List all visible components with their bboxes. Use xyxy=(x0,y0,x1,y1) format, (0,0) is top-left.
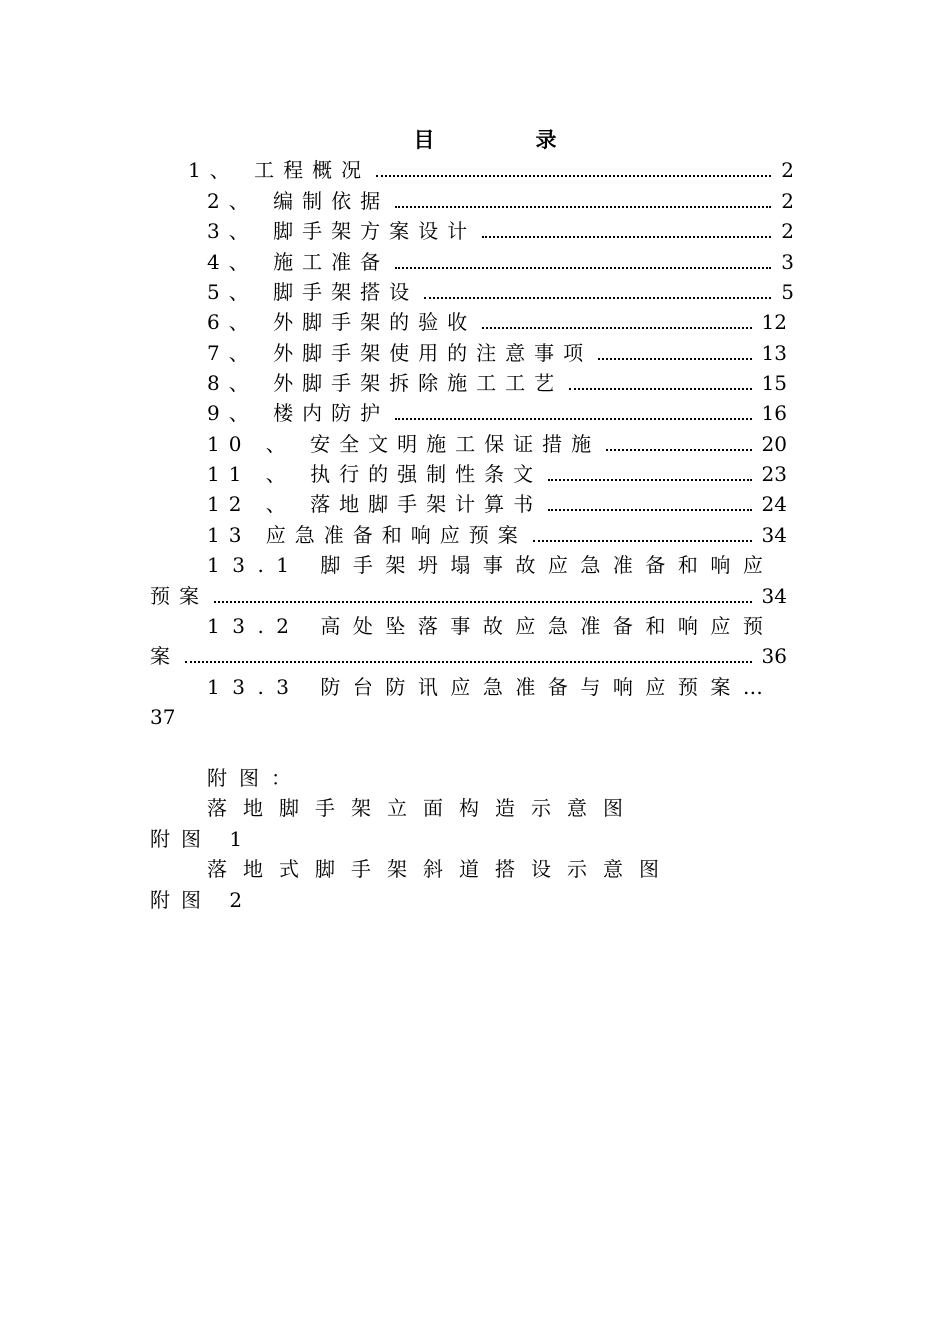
toc-entry-page: 20 xyxy=(761,432,787,456)
toc-entry-text: 11 、 执行的强制性条文 xyxy=(207,462,543,486)
appendix-item-label: 附图 1 xyxy=(150,827,254,851)
toc-entry-text: 10 、 安全文明施工保证措施 xyxy=(207,432,601,456)
toc-leader xyxy=(548,491,751,511)
toc-entry xyxy=(207,489,787,519)
toc-entry-text: 12 、 落地脚手架计算书 xyxy=(207,492,543,516)
toc-entry xyxy=(207,216,794,246)
toc-entry xyxy=(207,186,794,216)
toc-entry-text: 预案 xyxy=(150,584,208,608)
toc-entry-text: 4、 施工准备 xyxy=(207,250,390,274)
toc-leader xyxy=(395,188,771,208)
toc-entry-text: 案 xyxy=(150,644,179,668)
toc-subentry-13-3-line1: 13.3 防台防讯应急准备与响应预案… xyxy=(207,675,776,699)
toc-entry xyxy=(207,398,787,428)
toc-entry xyxy=(188,155,794,185)
toc-entry-page: 13 xyxy=(761,341,787,365)
toc-entry-page: 15 xyxy=(761,371,787,395)
toc-entry xyxy=(207,277,794,307)
appendix-item-name: 落地脚手架立面构造示意图 xyxy=(207,796,639,820)
toc-entry-text: 1、 工程概况 xyxy=(188,158,371,182)
toc-entry-page: 34 xyxy=(761,523,787,547)
toc-entry xyxy=(207,520,787,550)
toc-entry-page: 36 xyxy=(761,644,787,668)
appendix-item-name: 落地式脚手架斜道搭设示意图 xyxy=(207,857,675,881)
toc-entry-page: 16 xyxy=(761,401,787,425)
toc-entry-text: 9、 楼内防护 xyxy=(207,401,390,425)
toc-leader xyxy=(569,370,751,390)
toc-subentry-13-1-line2 xyxy=(150,581,787,611)
toc-entry xyxy=(207,429,787,459)
appendix-item-label: 附图 2 xyxy=(150,888,254,912)
toc-entry xyxy=(207,459,787,489)
toc-leader xyxy=(214,583,752,603)
toc-leader xyxy=(533,522,752,542)
toc-subentry-13-2-line1: 13.2 高处坠落事故应急准备和响应预 xyxy=(207,614,776,638)
toc-leader xyxy=(606,431,751,451)
toc-leader xyxy=(598,340,751,360)
toc-leader xyxy=(482,218,771,238)
toc-entry-page: 2 xyxy=(781,158,794,182)
toc-entry-text: 6、 外脚手架的验收 xyxy=(207,310,477,334)
toc-entry-page: 3 xyxy=(781,250,794,274)
toc-leader xyxy=(185,643,752,663)
toc-leader xyxy=(376,157,771,177)
toc-entry-page: 5 xyxy=(781,280,794,304)
toc-entry-text: 8、 外脚手架拆除施工工艺 xyxy=(207,371,564,395)
toc-entry-text: 5、 脚手架搭设 xyxy=(207,280,419,304)
toc-entry-text: 2、 编制依据 xyxy=(207,189,390,213)
toc-entry-text: 3、 脚手架方案设计 xyxy=(207,219,477,243)
toc-entry-page: 34 xyxy=(761,584,787,608)
toc-leader xyxy=(548,461,751,481)
toc-entry-text: 13 应急准备和响应预案 xyxy=(207,523,527,547)
toc-subentry-13-1-line1: 13.1 脚手架坍塌事故应急准备和响应 xyxy=(207,553,776,577)
toc-entry-page: 23 xyxy=(761,462,787,486)
appendix-heading: 附图： xyxy=(207,766,303,790)
toc-entry xyxy=(207,368,787,398)
toc-subentry-13-3-line2: 37 xyxy=(150,705,176,729)
toc-title: 目 录 xyxy=(413,127,597,152)
toc-leader xyxy=(482,309,751,329)
toc-leader xyxy=(395,249,771,269)
toc-entry xyxy=(207,338,787,368)
toc-entry-page: 12 xyxy=(761,310,787,334)
toc-subentry-13-2-line2 xyxy=(150,641,787,671)
toc-entry xyxy=(207,307,787,337)
toc-leader xyxy=(424,279,771,299)
toc-entry-page: 2 xyxy=(781,189,794,213)
toc-entry-page: 24 xyxy=(761,492,787,516)
toc-entry-page: 2 xyxy=(781,219,794,243)
toc-entry xyxy=(207,247,794,277)
toc-entry-text: 7、 外脚手架使用的注意事项 xyxy=(207,341,593,365)
toc-leader xyxy=(395,400,751,420)
